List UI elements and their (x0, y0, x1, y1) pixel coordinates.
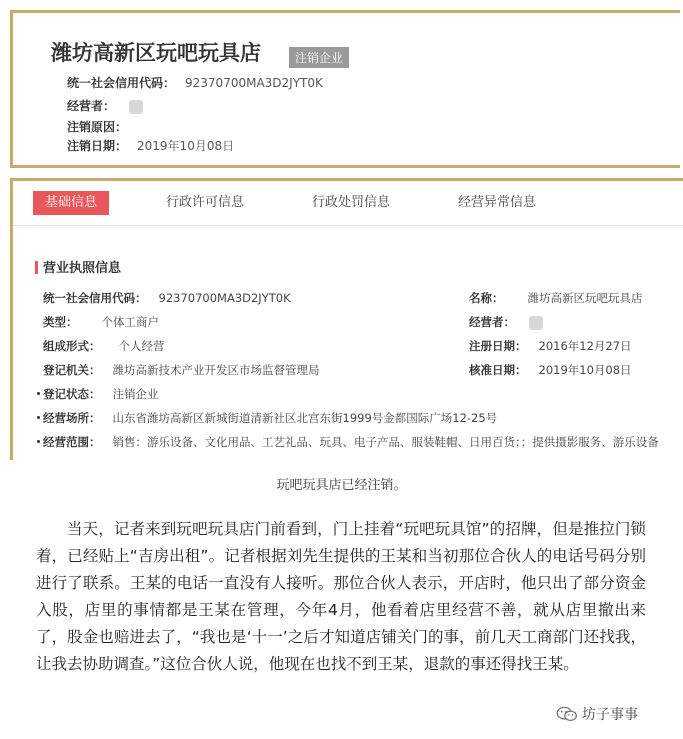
credit-code-row (67, 74, 323, 91)
tab-admin-license[interactable]: 行政许可信息 (166, 195, 245, 210)
field-label: 经营者： (469, 315, 515, 329)
wechat-icon (556, 706, 578, 722)
field-type (43, 314, 159, 330)
field-value: 山东省潍坊高新区新城街道清新社区北宫东街1999号金都国际广场12-25号 (112, 411, 498, 425)
bullet-dot (37, 416, 40, 419)
bullet-dot (37, 392, 40, 395)
field-authority (43, 362, 320, 378)
footer-brand (556, 704, 638, 724)
tab-divider (13, 225, 683, 226)
field-value: 销售：游乐设备、文化用品、工艺礼品、玩具、电子产品、服装鞋帽、日用百货；；提供摄影服务、游乐设备 (112, 435, 659, 449)
field-status (43, 386, 159, 402)
field-approve-date (469, 362, 632, 378)
blurred-operator-name (529, 316, 543, 330)
operator-row (67, 97, 143, 114)
cancel-date-label: 注销日期： (67, 139, 128, 153)
section-title: 营业执照信息 (35, 257, 121, 276)
field-credit-code (43, 290, 291, 306)
field-label: 经营场所： (43, 411, 101, 425)
field-label: 统一社会信用代码： (43, 291, 147, 305)
field-value: 潍坊高新区玩吧玩具店 (527, 291, 643, 305)
cancel-date-row (67, 137, 234, 154)
field-label: 登记状态： (43, 387, 101, 401)
field-reg-date (469, 338, 632, 354)
bullet-dot (37, 440, 40, 443)
license-info-card (10, 178, 683, 460)
field-label: 名称： (469, 291, 504, 305)
field-label: 核准日期： (469, 363, 527, 377)
field-form (43, 338, 165, 354)
cancel-reason-row (67, 118, 127, 135)
field-label: 类型： (43, 315, 78, 329)
field-label: 经营范围： (43, 435, 101, 449)
blurred-operator-name (129, 100, 143, 114)
tab-bar (13, 181, 683, 221)
field-value: 92370700MA3D2JYT0K (158, 291, 291, 305)
credit-code-label: 统一社会信用代码： (67, 76, 176, 90)
cancel-date-value: 2019年10月08日 (137, 139, 235, 153)
field-value: 个体工商户 (101, 315, 159, 329)
image-caption: 玩吧玩具店已经注销。 (276, 478, 407, 493)
operator-label: 经营者： (67, 99, 116, 113)
field-name (469, 290, 643, 306)
field-place (43, 410, 497, 426)
credit-code-value: 92370700MA3D2JYT0K (185, 76, 323, 90)
status-badge: 注销企业 (289, 47, 349, 68)
field-label: 注册日期： (469, 339, 527, 353)
cancel-reason-label: 注销原因： (67, 120, 128, 134)
field-operator (469, 314, 543, 330)
field-value: 个人经营 (118, 339, 165, 353)
field-value: 2019年10月08日 (538, 363, 632, 377)
tab-admin-penalty[interactable]: 行政处罚信息 (312, 195, 391, 210)
field-value: 注销企业 (112, 387, 159, 401)
field-value: 潍坊高新技术产业开发区市场监督管理局 (112, 363, 320, 377)
brand-name: 坊子事事 (582, 707, 638, 723)
tab-basic-info[interactable]: 基础信息 (33, 191, 109, 215)
field-label: 登记机关： (43, 363, 101, 377)
company-header-card (10, 10, 680, 168)
tab-abnormal-operation[interactable]: 经营异常信息 (458, 195, 537, 210)
field-scope (43, 434, 659, 450)
field-label: 组成形式： (43, 339, 101, 353)
article-paragraph: 当天，记者来到玩吧玩具店门前看到，门上挂着“玩吧玩具馆”的招牌，但是推拉门锁着，已经贴上“吉房出租”。记者根据刘先生提供的王某和当初那位合伙人的电话号码分别进行了联系。王某的电话一直没有人接听。那位合伙人表示，开店时，他只出了部分资金入股，店里的事情都是王某在管理，今年4月，他看着店里经营不善，就从店里撤出来了，股金也赔进去了，“我也是‘十一’之后才知道店铺关门的事，前几天工商部门还找我，让我去协助调查。”这位合伙人说，他现在也找不到王某，退款的事还得找王某。 (36, 520, 646, 673)
company-name: 潍坊高新区玩吧玩具店 (51, 41, 261, 65)
field-value: 2016年12月27日 (538, 339, 632, 353)
